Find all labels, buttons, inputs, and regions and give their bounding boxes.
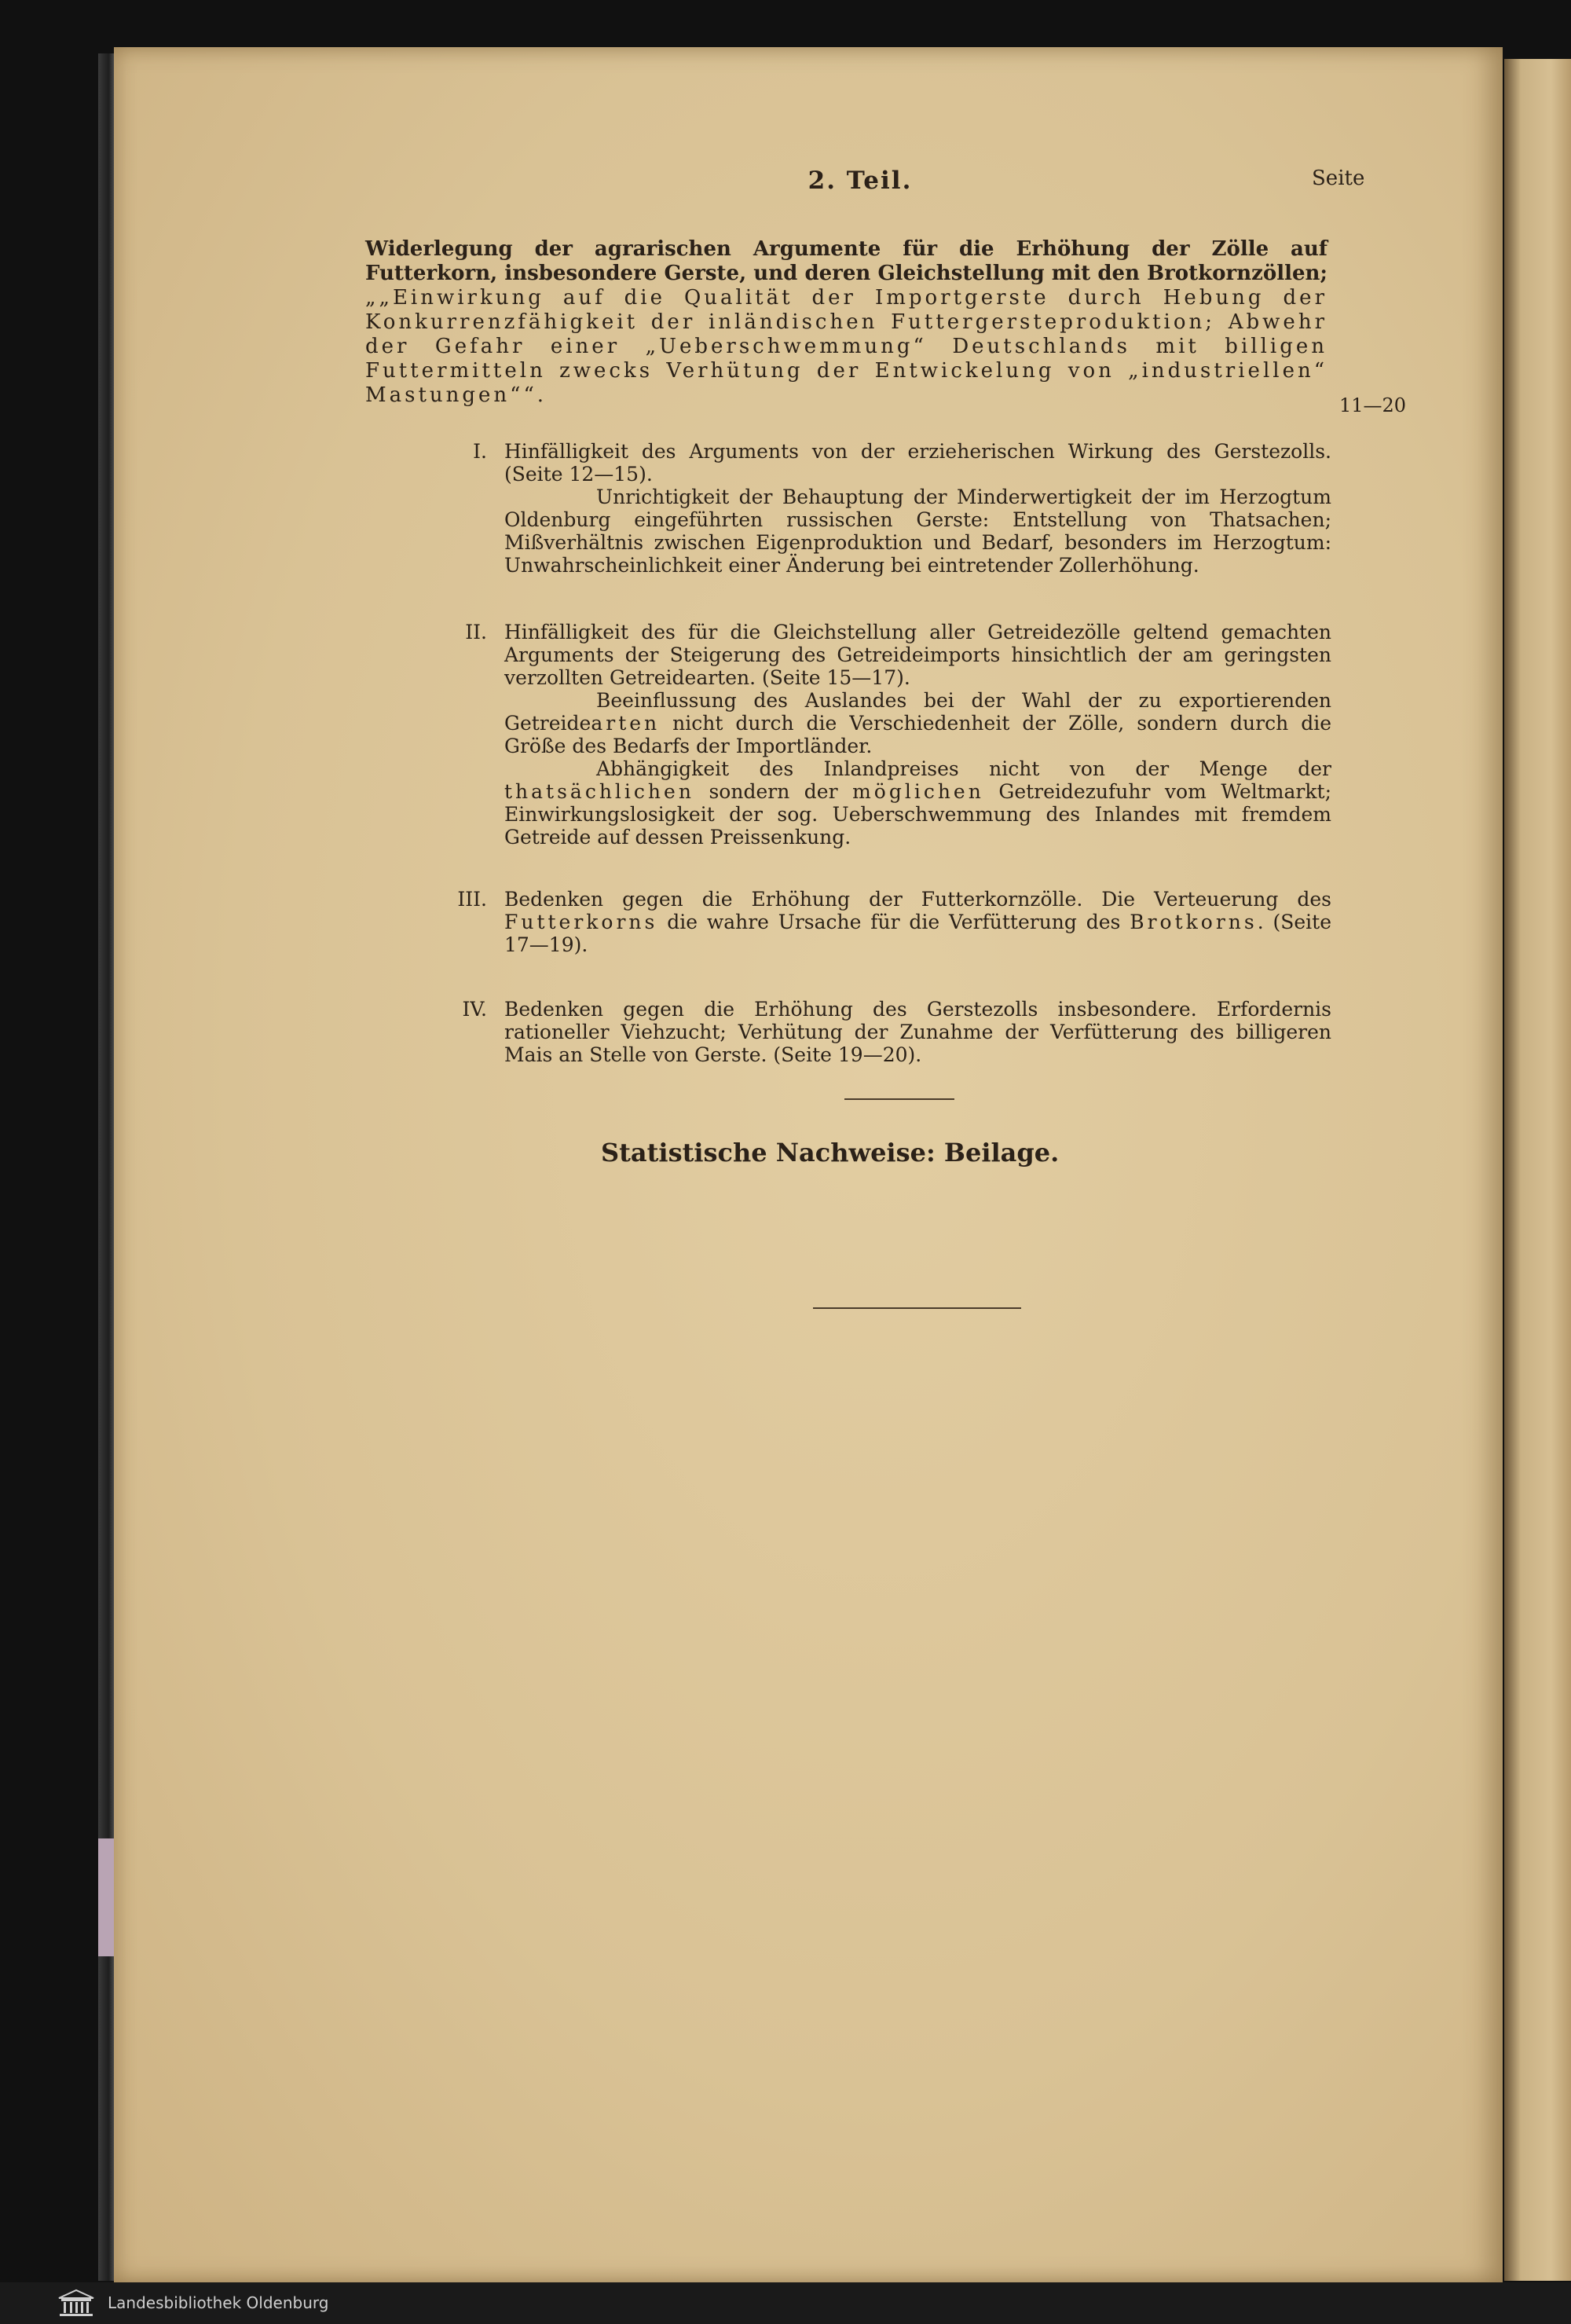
section-summary: Bedenken gegen die Erhöhung der Futterkornzölle. Die Verteuerung des Futterkorns die wahre Ursache für die Verfütterung des Brotkorns. (Seite 17—19).: [504, 888, 1332, 956]
section-detail: Beeinflussung des Auslandes bei der Wahl der zu exportierenden Getreidearten nicht durch die Verschiedenheit der Zölle, sondern durch die Größe des Bedarfs der Importländer.: [504, 689, 1331, 757]
library-footer: [0, 2282, 1571, 2324]
intro-text: „„Einwirkung auf die Qualität der Importgerste durch Hebung der Konkurrenzfähigkeit der inländischen Futtergersteproduktion; Abwehr der Gefahr einer „Ueberschwemmung“ Deutschlands mit billigen Futtermitteln zwecks Verhütung der Entwickelung von „industriellen“ Mastungen““.: [365, 286, 1327, 407]
page-column-label: Seite: [1312, 167, 1365, 190]
section-numeral: IV.: [462, 998, 487, 1021]
section-detail: Abhängigkeit des Inlandpreises nicht von der Menge der thatsächlichen sondern der möglichen Getreidezufuhr vom Weltmarkt; Einwirkungslosigkeit der sog. Ueberschwemmung des Inlandes mit fremdem Getreide auf dessen Preissenkung.: [504, 757, 1331, 849]
section-numeral: II.: [465, 621, 487, 643]
section-3: [420, 888, 1331, 956]
part-title: 2. Teil.: [807, 167, 913, 195]
section-numeral: I.: [473, 440, 487, 463]
next-page-edge: [1504, 59, 1571, 2281]
section-summary: Bedenken gegen die Erhöhung des Gerstezolls insbesondere. Erfordernis rationeller Viehzucht; Verhütung der Zunahme der Verfütterung des billigeren Mais an Stelle von Gerste. (Seite 19—20).: [504, 998, 1331, 1066]
library-name: Landesbibliothek Oldenburg: [108, 2293, 329, 2312]
section-detail: Unrichtigkeit der Behauptung der Minderwertigkeit der im Herzogtum Oldenburg eingeführten russischen Gerste: Entstellung von Thatsachen; Mißverhältnis zwischen Eigenproduktion und Bedarf, besonders im Herzogtum: Unwahrscheinlichkeit einer Änderung bei eintretender Zollerhöhung.: [504, 486, 1331, 577]
divider-rule: [844, 1098, 954, 1100]
section-2: [420, 621, 1331, 849]
document-page: [114, 47, 1503, 2282]
section-numeral: III.: [457, 888, 487, 911]
intro-paragraph: [365, 237, 1327, 408]
intro-heading: Widerlegung der agrarischen Argumente für die Erhöhung der Zölle auf Futterkorn, insbesondere Gerste, und deren Gleichstellung mit den Brotkornzöllen;: [365, 237, 1327, 285]
binding-tab: [98, 1838, 115, 1956]
intro-page-range: 11—20: [1339, 394, 1407, 416]
divider-rule: [813, 1307, 1021, 1309]
section-1: [420, 440, 1331, 577]
section-4: [420, 998, 1331, 1066]
section-summary: Hinfälligkeit des für die Gleichstellung aller Getreidezölle geltend gemachten Arguments der Steigerung des Getreideimports hinsichtlich der am geringsten verzollten Getreidearten. (Seite 15—17).: [504, 621, 1331, 689]
statistics-note: Statistische Nachweise: Beilage.: [601, 1138, 1060, 1167]
library-building-icon: [57, 2289, 96, 2317]
section-summary: Hinfälligkeit des Arguments von der erzieherischen Wirkung des Gerstezolls. (Seite 12—15).: [504, 440, 1331, 486]
